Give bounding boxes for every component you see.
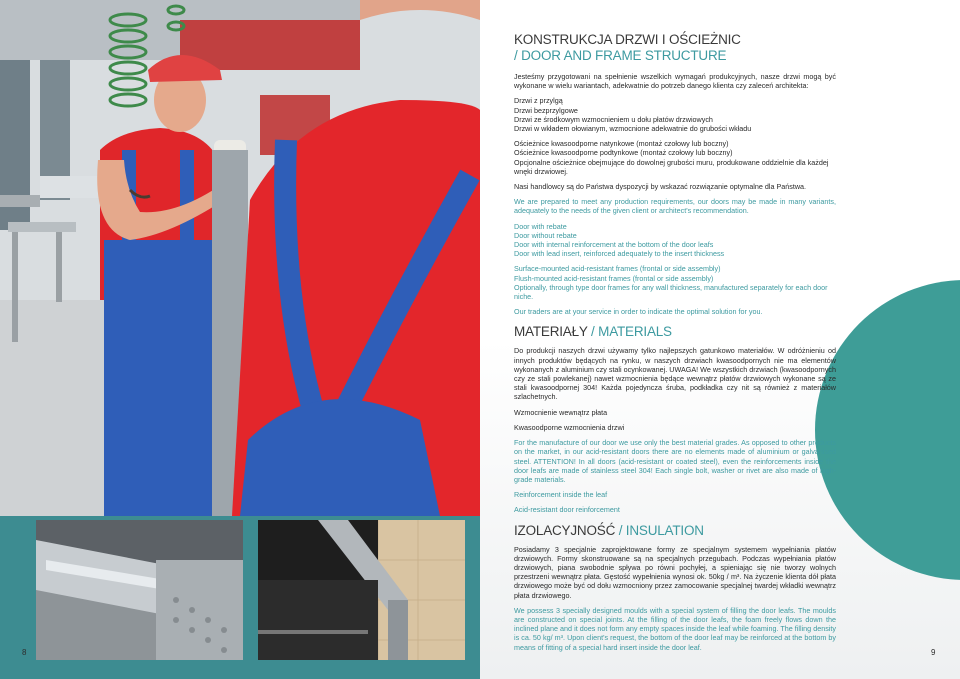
materials-caption-en-1: Reinforcement inside the leaf (514, 490, 608, 500)
reinforcement-illustration (36, 520, 243, 660)
factory-scene-illustration (0, 0, 480, 516)
section-title-construction (514, 32, 836, 48)
factory-worker-photo (0, 0, 480, 516)
list-item: Door with lead insert, reinforced adequately to the insert thickness (514, 249, 725, 259)
materials-body-en: For the manufacture of our door we use only the best material grades. As opposed to other products on the market, in our acid-resistant doors there are no elements made of aluminium or galvanised steel. ATTENTION! In all doors (acid-resistant or coated steel), even the reinforcements inside the door leafs are made of stainless steel 304! Each single bolt, washer or rivet are also made of high-grade materials. (514, 438, 836, 484)
door-frame-photo (258, 520, 465, 660)
title-pl: KONSTRUKCJA DRZWI I OŚCIEŻNIC (514, 32, 741, 47)
materials-body-pl: Do produkcji naszych drzwi używamy tylko najlepszych gatunkowo materiałów. W odróżnieniu od innych produktów będących na rynku, w naszych drzwiach kwasoodpornych nie ma elementów wykonanych z aluminium czy stali ocynkowanej. UWAGA! We wszystkich drzwiach (kwasoodpornych czy ze stali powlekanej) nawet wzmocnienia będące wewnątrz płatów drzwiowych wykonane są ze stali kwasoodpornej 304! Każda pojedyncza śruba, podkładka czy nit są również z materiałów szlachetnych. (514, 346, 836, 402)
list-item: Door without rebate (514, 230, 577, 240)
title-en: / INSULATION (618, 522, 704, 538)
intro-pl: Jesteśmy przygotowani na spełnienie wszelkich wymagań produkcyjnych, nasze drzwi mogą być wykonane w wielu wariantach, adekwatnie do potrzeb danego klienta czy zaleceń architekta: (514, 72, 836, 91)
section-title-materials (514, 324, 836, 340)
list-item: Door with internal reinforcement at the bottom of the door leafs (514, 240, 714, 250)
closing-en: Our traders are at your service in order to indicate the optimal solution for you. (514, 307, 763, 317)
section-title-construction-en (514, 48, 836, 64)
section-title-insulation (514, 523, 836, 539)
list-item: Drzwi bezprzylgowe (514, 105, 578, 115)
right-page (480, 0, 960, 679)
content-column (514, 32, 836, 658)
list-item: Ościeżnice kwasoodporne natynkowe (montaż czołowy lub boczny) (514, 139, 729, 149)
title-en: / DOOR AND FRAME STRUCTURE (514, 48, 727, 63)
list-item: Ościeżnice kwasoodporne podtynkowe (montaż czołowy lub boczny) (514, 148, 733, 158)
insulation-body-en: We possess 3 specially designed moulds with a special system of filling the door leafs. The moulds are constructed on special joints. At the filling of the door leafs, the foam freely flows down the inclined plane and it does not form any empty spaces inside the leaf while foaming. The filling density is ca. 50 kg/ m³. Upon client's request, the bottom of the door leaf may be reinforced at the bottom by means of fitting of a special hard insert inside the door leaf. (514, 605, 836, 652)
reinforcement-photo (36, 520, 243, 660)
list-item: Drzwi z przylgą (514, 96, 563, 106)
list-item: Drzwi ze środkowym wzmocnieniem u dołu płatów drzwiowych (514, 114, 713, 124)
page-number: 9 (931, 648, 936, 657)
title-en: / MATERIALS (591, 324, 672, 340)
list-item: Optionally, through type door frames for any wall thickness, manufactured separately for each door niche. (514, 282, 828, 302)
insulation-body-pl: Posiadamy 3 specjalnie zaprojektowane formy ze specjalnym systemem wypełniania płatów drzwiowych. Formy skonstruowane są na specjalnych przegubach. Podczas wypełniania płatów drzwiowych, piana swobodnie spływa po równi pochyłej, a spieniając się nie tworzy wolnych przestrzeni wewnątrz płata. Gęstość wypełnienia wynosi ok. 50kg / m³. Na życzenie klienta dół płata drzwiowego może być od dołu wzmocniony przez zamocowanie specjalnej twardej wkładki wewnątrz płata drzwiowego. (514, 544, 836, 600)
materials-caption-en-2: Acid-resistant door reinforcement (514, 505, 620, 515)
title-pl: IZOLACYJNOŚĆ (514, 522, 616, 538)
title-pl: MATERIAŁY (514, 324, 588, 340)
page-number: 8 (22, 648, 27, 657)
materials-caption-pl-1: Wzmocnienie wewnątrz płata (514, 407, 608, 417)
list-frames-pl (514, 139, 836, 176)
decorative-circle (815, 280, 960, 580)
list-doors-en (514, 222, 836, 259)
list-doors-pl (514, 96, 836, 133)
list-item: Flush-mounted acid-resistant frames (frontal or side assembly) (514, 273, 714, 283)
closing-pl: Nasi handlowcy są do Państwa dyspozycji by wskazać rozwiązanie optymalne dla Państwa. (514, 182, 807, 192)
door-frame-illustration (258, 520, 465, 660)
list-item: Drzwi w wkładem ołowianym, wzmocnione adekwatnie do grubości wkładu (514, 124, 752, 134)
list-item: Surface-mounted acid-resistant frames (frontal or side assembly) (514, 264, 721, 274)
list-frames-en (514, 264, 836, 301)
list-item: Opcjonalne ościeżnice obejmujące do dowolnej grubości muru, produkowane oddzielnie dla każdej wnęki drzwiowej. (514, 157, 829, 176)
intro-en: We are prepared to meet any production requirements, our doors may be made in many variants, adequately to the needs of the given client or architect's recommendation. (514, 197, 836, 216)
materials-caption-pl-2: Kwasoodporne wzmocnienia drzwi (514, 422, 625, 432)
list-item: Door with rebate (514, 221, 567, 231)
